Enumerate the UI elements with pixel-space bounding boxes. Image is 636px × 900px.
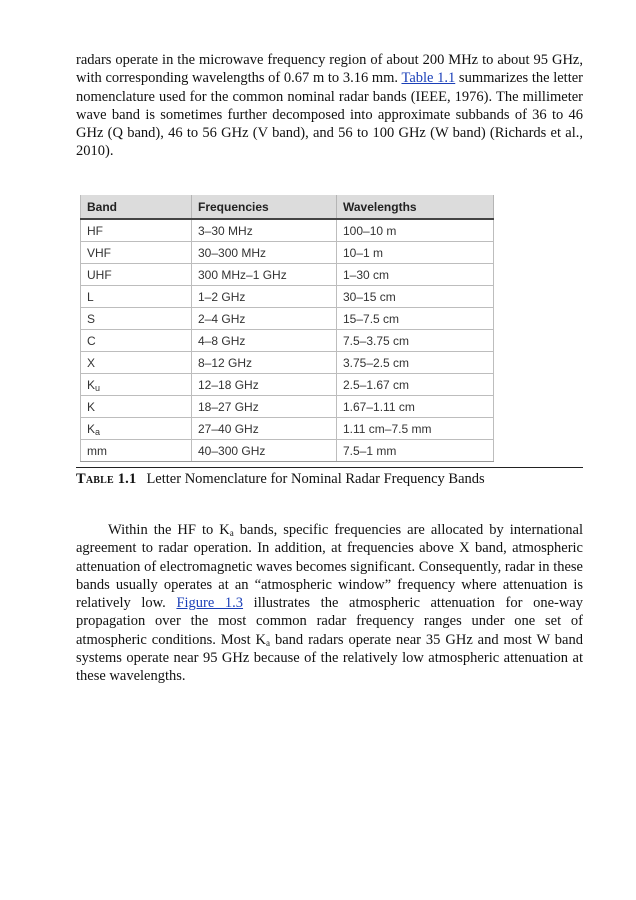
- band-name: K: [87, 421, 96, 436]
- band-cell: [81, 418, 192, 440]
- wavelength-cell: 7.5–3.75 cm: [337, 330, 494, 352]
- wavelength-cell: 3.75–2.5 cm: [337, 352, 494, 374]
- body-sub-1: a: [229, 528, 234, 538]
- frequency-cell: 300 MHz–1 GHz: [192, 264, 337, 286]
- frequency-cell: 8–12 GHz: [192, 352, 337, 374]
- band-cell: [81, 308, 192, 330]
- band-cell: [81, 374, 192, 396]
- table-row: [81, 286, 494, 308]
- frequency-cell: 40–300 GHz: [192, 440, 337, 462]
- band-cell: [81, 396, 192, 418]
- figure-1-3-link[interactable]: Figure 1.3: [176, 595, 244, 612]
- band-name: VHF: [87, 245, 111, 260]
- band-cell: [81, 242, 192, 264]
- frequency-cell: 4–8 GHz: [192, 330, 337, 352]
- band-cell: [81, 330, 192, 352]
- body-paragraph: [76, 521, 583, 686]
- table-row: [81, 352, 494, 374]
- header-frequencies: Frequencies: [192, 195, 337, 219]
- band-name: C: [87, 333, 96, 348]
- wavelength-cell: 15–7.5 cm: [337, 308, 494, 330]
- caption-text: Letter Nomenclature for Nominal Radar Frequency Bands: [146, 471, 485, 487]
- band-cell: [81, 219, 192, 242]
- band-subscript: u: [95, 382, 101, 393]
- band-name: HF: [87, 223, 103, 238]
- frequency-cell: 12–18 GHz: [192, 374, 337, 396]
- body-sub-2: a: [266, 637, 271, 648]
- table-caption: [76, 471, 485, 488]
- table-1-1-link[interactable]: Table 1.1: [401, 70, 456, 87]
- table-row: [81, 264, 494, 286]
- table-row: [81, 242, 494, 264]
- wavelength-cell: 2.5–1.67 cm: [337, 374, 494, 396]
- table-row: [81, 396, 494, 418]
- intro-text-2: summarizes the letter nomenclature used for the common nominal radar bands (IEEE, 1976). The millimeter wave band is sometimes further decomposed into approximate subbands of 36 to 46 GHz (Q band), 46 to 56 GHz (V band), and 56 to 100 GHz (W band) (Richards et al., 2010).: [76, 70, 583, 160]
- band-name: X: [87, 355, 96, 370]
- wavelength-cell: 1.11 cm–7.5 mm: [337, 418, 494, 440]
- header-band: Band: [81, 195, 192, 219]
- caption-rule: [76, 467, 583, 468]
- intro-paragraph: [76, 51, 583, 161]
- table-row: [81, 374, 494, 396]
- table-row: [81, 330, 494, 352]
- header-wavelengths: Wavelengths: [337, 195, 494, 219]
- table-row: [81, 440, 494, 462]
- band-name: mm: [87, 443, 107, 458]
- body-text-1: Within the HF to K: [108, 522, 230, 538]
- wavelength-cell: 10–1 m: [337, 242, 494, 264]
- band-name: L: [87, 289, 94, 304]
- frequency-cell: 18–27 GHz: [192, 396, 337, 418]
- band-cell: [81, 286, 192, 308]
- caption-label: Table 1.1: [76, 471, 137, 487]
- frequency-cell: 1–2 GHz: [192, 286, 337, 308]
- intro-text-1: radars operate in the microwave frequency region of about 200 MHz to about 95 GHz, with corresponding wavelengths of 0.67 m to 3.16 mm.: [76, 52, 583, 87]
- wavelength-cell: 30–15 cm: [337, 286, 494, 308]
- band-name: UHF: [87, 267, 112, 282]
- frequency-cell: 2–4 GHz: [192, 308, 337, 330]
- radar-band-table: [80, 195, 494, 462]
- frequency-cell: 27–40 GHz: [192, 418, 337, 440]
- body-text-2: bands, specific frequencies are allocated by international agreement to radar operation. In addition, at frequencies above X band, atmospheric attenuation of electromagnetic waves becomes significant. Consequently, radar in these bands usually operates at an “atmospheric window” frequency where attenuation is relatively low.: [76, 522, 583, 612]
- table-row: [81, 418, 494, 440]
- band-cell: [81, 440, 192, 462]
- frequency-cell: 3–30 MHz: [192, 219, 337, 242]
- wavelength-cell: 1.67–1.11 cm: [337, 396, 494, 418]
- band-name: S: [87, 311, 96, 326]
- table-row: [81, 308, 494, 330]
- table-header-row: [81, 195, 494, 219]
- band-name: K: [87, 377, 96, 392]
- band-name: K: [87, 399, 96, 414]
- band-subscript: a: [95, 426, 101, 437]
- band-cell: [81, 352, 192, 374]
- body-text-3: illustrates the atmospheric attenuation for one-way propagation over the most common radar frequency ranges under one set of atmospheric conditions. Most K: [76, 595, 583, 648]
- wavelength-cell: 1–30 cm: [337, 264, 494, 286]
- wavelength-cell: 7.5–1 mm: [337, 440, 494, 462]
- table-row: [81, 219, 494, 242]
- frequency-cell: 30–300 MHz: [192, 242, 337, 264]
- body-text-4: band radars operate near 35 GHz and most W band systems operate near 95 GHz because of the relatively low atmospheric attenuation at these wavelengths.: [76, 631, 583, 685]
- wavelength-cell: 100–10 m: [337, 219, 494, 242]
- band-cell: [81, 264, 192, 286]
